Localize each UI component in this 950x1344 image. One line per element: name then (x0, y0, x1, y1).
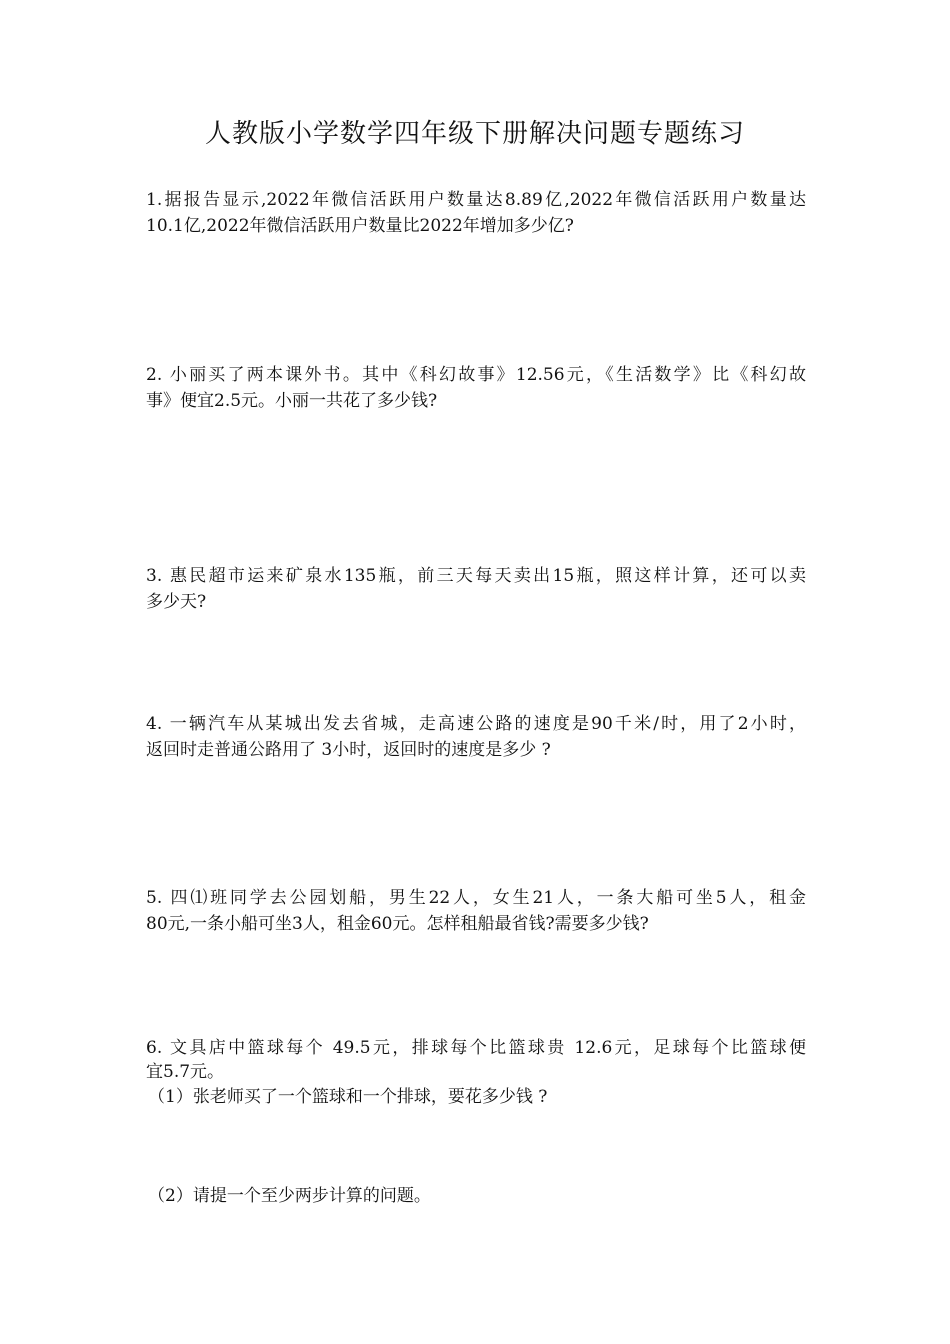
problem-6-line-2: 宜5.7元。 (146, 1062, 225, 1082)
worksheet-title: 人教版小学数学四年级下册解决问题专题练习 (204, 119, 745, 149)
problem-4-line-2: 返回时走普通公路用了 3小时，返回时的速度是多少 ? (146, 740, 551, 760)
problem-1-line-1: 1.据报告显示,2022年微信活跃用户数量达8.89亿,2022年微信活跃用户数量达 (146, 190, 806, 210)
problem-3-line-2: 多少天? (146, 592, 207, 612)
problem-1-line-2: 10.1亿,2022年微信活跃用户数量比2022年增加多少亿? (146, 216, 574, 236)
problem-4-line-1: 4. 一辆汽车从某城出发去省城，走高速公路的速度是90千米/时，用了2小时， (146, 714, 806, 734)
problem-6-sub-question-1: （1）张老师买了一个篮球和一个排球，要花多少钱 ? (148, 1087, 548, 1107)
problem-2-line-2: 事》便宜2.5元。小丽一共花了多少钱? (146, 391, 438, 411)
problem-2-line-1: 2. 小丽买了两本课外书。其中《科幻故事》12.56元，《生活数学》比《科幻故 (146, 365, 806, 385)
problem-5-line-1: 5. 四⑴班同学去公园划船，男生22人，女生21人，一条大船可坐5人，租金 (146, 888, 806, 908)
problem-3-line-1: 3. 惠民超市运来矿泉水135瓶，前三天每天卖出15瓶，照这样计算，还可以卖 (146, 566, 806, 586)
problem-6-sub-question-2: （2）请提一个至少两步计算的问题。 (148, 1186, 431, 1206)
problem-6-line-1: 6. 文具店中篮球每个 49.5元，排球每个比篮球贵 12.6元，足球每个比篮球便 (146, 1038, 806, 1058)
problem-5-line-2: 80元,一条小船可坐3人，租金60元。怎样租船最省钱?需要多少钱? (146, 914, 649, 934)
